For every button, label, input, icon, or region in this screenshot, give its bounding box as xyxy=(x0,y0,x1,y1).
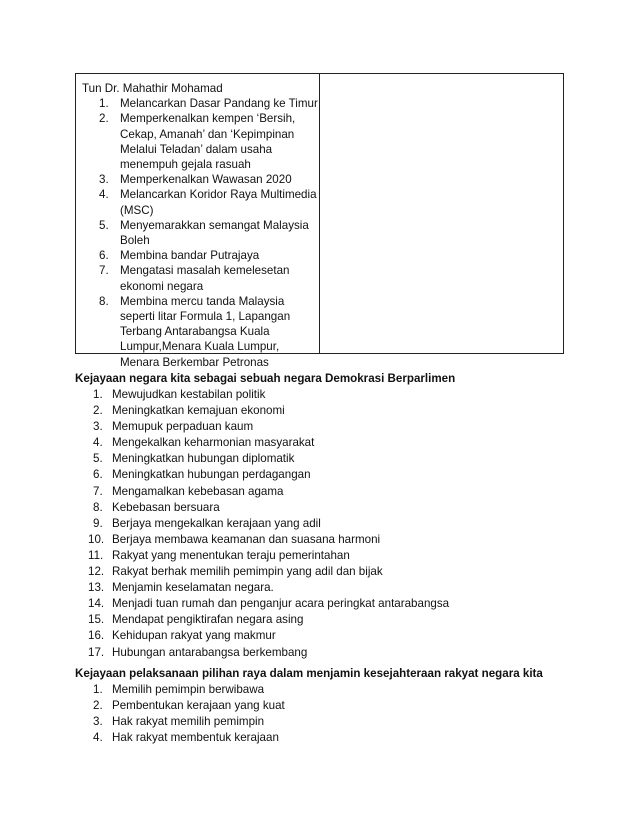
list-item-number: 3. xyxy=(93,715,103,729)
democracy-list xyxy=(75,387,575,661)
table-list xyxy=(82,96,322,370)
list-item-text: Memperkenalkan Wawasan 2020 xyxy=(120,173,292,187)
list-item-number: 10. xyxy=(88,532,105,546)
list-item-text: Mewujudkan kestabilan politik xyxy=(112,388,266,401)
list-item-text: Mengatasi masalah kemelesetan ekonomi negara xyxy=(120,264,290,293)
list-item xyxy=(75,516,575,532)
list-item-number: 1. xyxy=(99,97,109,111)
list-item xyxy=(82,111,322,172)
section-elections xyxy=(75,666,575,746)
list-item xyxy=(82,96,322,111)
list-item-number: 11. xyxy=(88,548,104,562)
elections-list xyxy=(75,682,575,746)
list-item-text: Rakyat berhak memilih pemimpin yang adil dan bijak xyxy=(112,565,383,579)
list-item-number: 7. xyxy=(99,264,109,278)
list-item-number: 4. xyxy=(93,731,103,745)
list-item-number: 9. xyxy=(93,516,103,530)
list-item-text: Menjamin keselamatan negara. xyxy=(112,581,274,595)
list-item xyxy=(75,484,575,500)
list-item xyxy=(75,645,575,661)
list-item-number: 15. xyxy=(88,613,105,627)
table-cell-left xyxy=(82,81,322,370)
list-item-number: 3. xyxy=(93,420,103,434)
list-item-text: Membina mercu tanda Malaysia seperti litar Formula 1, Lapangan Terbang Antarabangsa Kuala Lumpur,Menara Kuala Lumpur, Menara Berkembar Petronas xyxy=(120,294,291,369)
list-item-text: Hubungan antarabangsa berkembang xyxy=(112,645,308,659)
list-item-text: Kehidupan rakyat yang makmur xyxy=(112,629,276,643)
list-item-number: 6. xyxy=(93,468,103,482)
list-item-text: Menjadi tuan rumah dan penganjur acara peringkat antarabangsa xyxy=(112,597,450,611)
list-item-number: 2. xyxy=(93,404,103,418)
list-item-number: 12. xyxy=(88,565,105,579)
list-item-number: 3. xyxy=(99,173,109,187)
list-item xyxy=(75,596,575,612)
list-item-number: 2. xyxy=(99,112,109,126)
list-item xyxy=(75,500,575,516)
list-item xyxy=(75,580,575,596)
list-item-text: Membina bandar Putrajaya xyxy=(120,249,260,263)
achievements-table xyxy=(75,73,564,369)
table-heading: Tun Dr. Mahathir Mohamad xyxy=(82,82,223,95)
list-item-text: Kebebasan bersuara xyxy=(112,500,220,514)
list-item-text: Berjaya mengekalkan kerajaan yang adil xyxy=(112,516,321,530)
list-item xyxy=(75,532,575,548)
list-item-number: 5. xyxy=(93,452,103,466)
list-item-text: Pembentukan kerajaan yang kuat xyxy=(112,699,285,713)
list-item-text: Hak rakyat memilih pemimpin xyxy=(112,715,265,729)
list-item-text: Berjaya membawa keamanan dan suasana harmoni xyxy=(112,532,381,546)
list-item-number: 1. xyxy=(93,388,103,401)
list-item-text: Memperkenalkan kempen ‘Bersih, Cekap, Amanah’ dan ‘Kepimpinan Melalui Teladan’ dalam usaha menempuh gejala rasuah xyxy=(120,112,296,172)
list-item-number: 2. xyxy=(93,699,103,713)
list-item-text: Meningkatkan kemajuan ekonomi xyxy=(112,404,285,418)
list-item xyxy=(75,435,575,451)
list-item-number: 8. xyxy=(99,294,109,308)
list-item-number: 8. xyxy=(93,500,103,514)
list-item-text: Menyemarakkan semangat Malaysia Boleh xyxy=(120,218,309,248)
section-democracy xyxy=(75,371,575,661)
list-item-number: 16. xyxy=(88,629,105,643)
list-item xyxy=(82,263,322,293)
list-item-text: Mendapat pengiktirafan negara asing xyxy=(112,613,304,627)
list-item xyxy=(82,187,322,217)
list-item xyxy=(75,564,575,580)
list-item-number: 6. xyxy=(99,249,109,263)
list-item-text: Meningkatkan hubungan diplomatik xyxy=(112,452,295,466)
list-item-number: 1. xyxy=(93,683,103,696)
list-item xyxy=(75,419,575,435)
list-item-text: Melancarkan Koridor Raya Multimedia (MSC) xyxy=(120,188,317,217)
list-item xyxy=(75,612,575,628)
section-title: Kejayaan pelaksanaan pilihan raya dalam menjamin kesejahteraan rakyat negara kita xyxy=(75,667,543,680)
list-item-text: Hak rakyat membentuk kerajaan xyxy=(112,731,279,745)
list-item-text: Meningkatkan hubungan perdagangan xyxy=(112,468,311,482)
list-item xyxy=(75,467,575,483)
list-item-number: 4. xyxy=(99,188,109,202)
list-item-text: Memupuk perpaduan kaum xyxy=(112,420,254,434)
list-item-text: Rakyat yang menentukan teraju pemerintahan xyxy=(112,548,350,562)
list-item-number: 4. xyxy=(93,436,103,450)
section-title: Kejayaan negara kita sebagai sebuah negara Demokrasi Berparlimen xyxy=(75,372,456,385)
list-item-number: 17. xyxy=(88,645,105,659)
list-item xyxy=(75,548,575,564)
list-item xyxy=(82,218,322,248)
list-item-text: Mengamalkan kebebasan agama xyxy=(112,484,284,498)
list-item xyxy=(82,294,322,370)
list-item xyxy=(75,387,575,403)
list-item-number: 7. xyxy=(93,484,103,498)
list-item xyxy=(75,628,575,644)
list-item xyxy=(75,698,575,714)
list-item-number: 13. xyxy=(88,581,105,595)
list-item-number: 5. xyxy=(99,218,109,232)
list-item xyxy=(75,682,575,698)
list-item xyxy=(75,714,575,730)
list-item xyxy=(75,451,575,467)
list-item xyxy=(75,730,575,746)
list-item xyxy=(82,248,322,263)
list-item xyxy=(82,172,322,187)
list-item-number: 14. xyxy=(88,597,105,611)
list-item-text: Memilih pemimpin berwibawa xyxy=(112,683,265,696)
list-item-text: Melancarkan Dasar Pandang ke Timur xyxy=(120,97,318,111)
list-item xyxy=(75,403,575,419)
list-item-text: Mengekalkan keharmonian masyarakat xyxy=(112,436,315,450)
